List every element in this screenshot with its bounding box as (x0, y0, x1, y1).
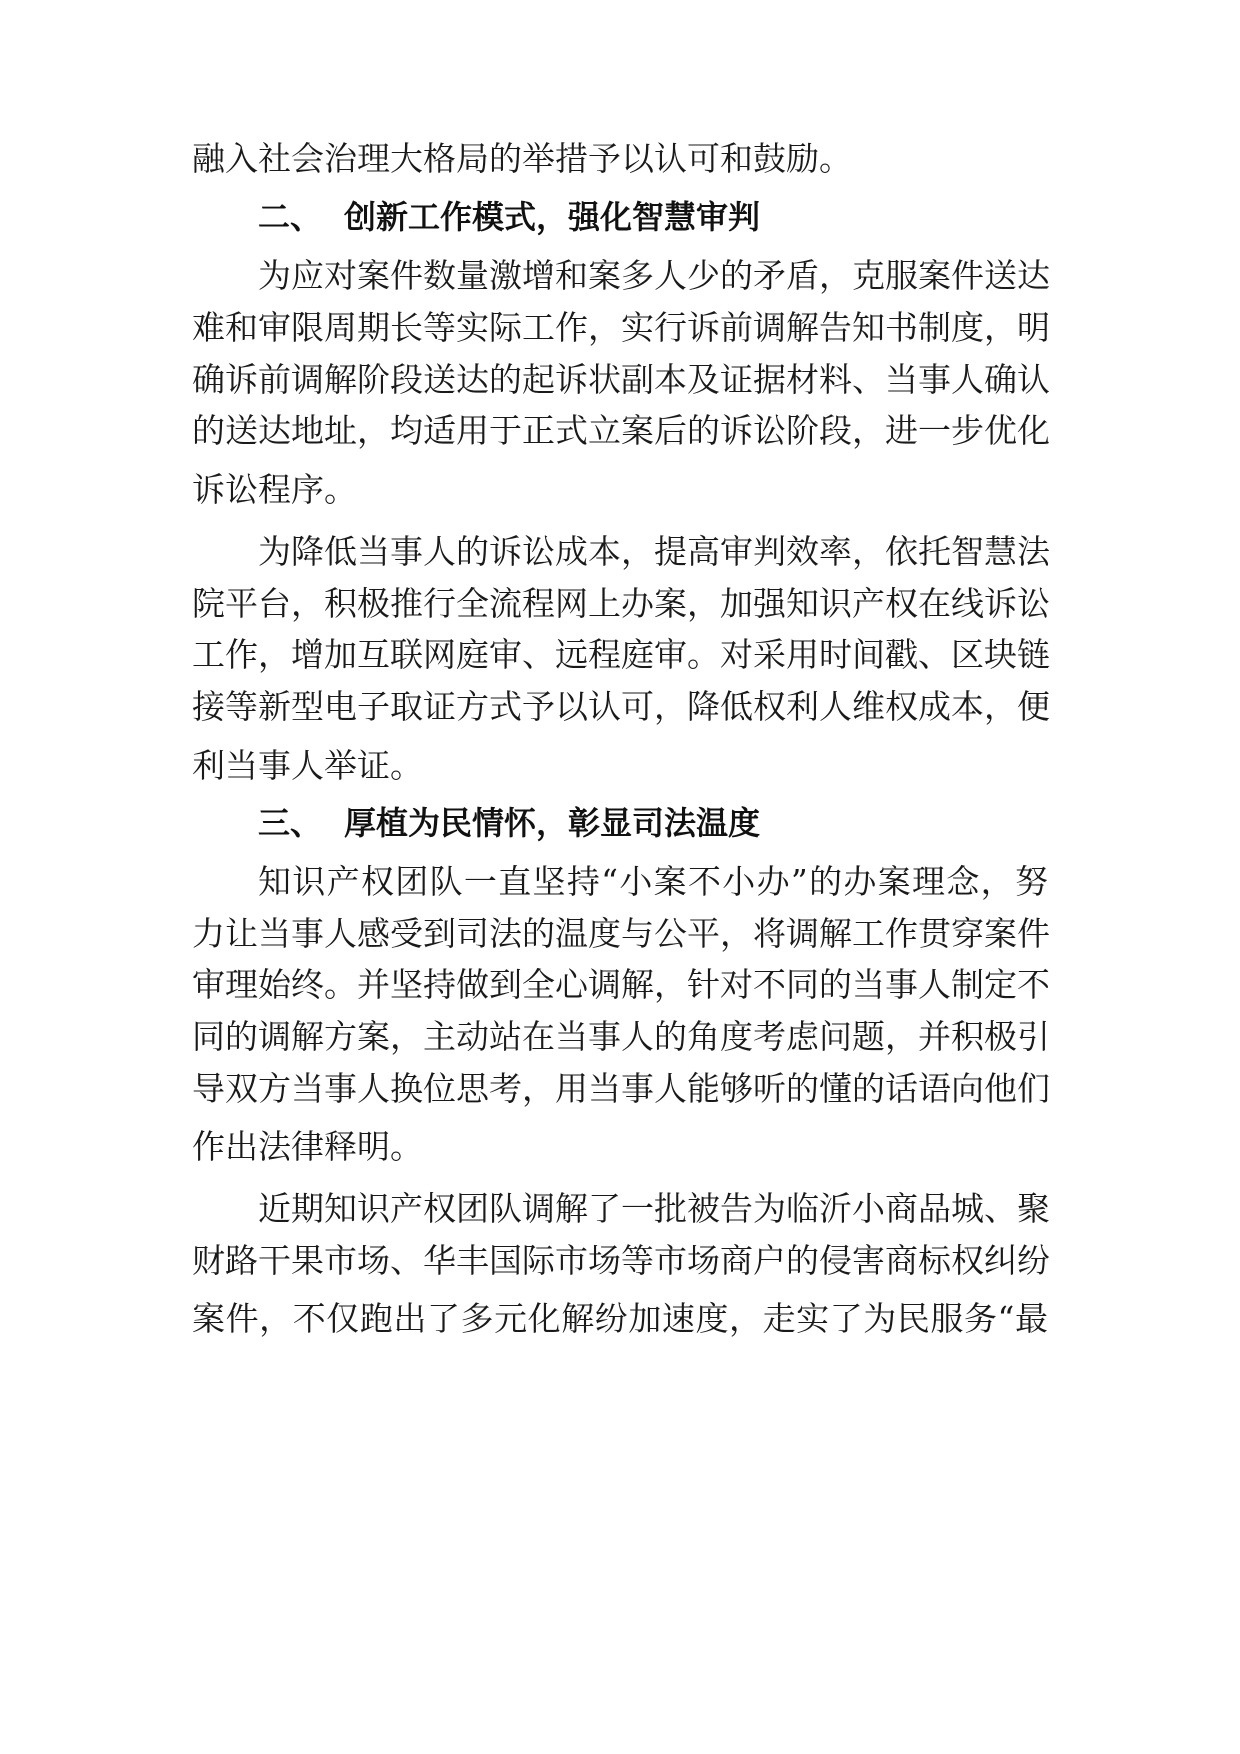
section-2-para-2-line: 接等新型电子取证方式予以认可，降低权利人维权成本，便 (192, 687, 1050, 726)
section-2-para-2-line: 工作，增加互联网庭审、远程庭审。对采用时间戳、区块链 (192, 635, 1050, 674)
section-3-para-1-line: 同的调解方案，主动站在当事人的角度考虑问题，并积极引 (192, 1017, 1050, 1056)
section-3-para-2-line: 近期知识产权团队调解了一批被告为临沂小商品城、聚 (258, 1189, 1050, 1228)
intro-line: 融入社会治理大格局的举措予以认可和鼓励。 (192, 139, 852, 178)
section-3-para-1-line: 知识产权团队一直坚持“小案不小办”的办案理念，努 (258, 862, 1048, 901)
section-3-heading (258, 803, 760, 843)
section-2-para-2-line: 利当事人举证。 (192, 746, 423, 785)
section-2-para-1-line: 难和审限周期长等实际工作，实行诉前调解告知书制度，明 (192, 308, 1050, 347)
section-3-para-2-line: 财路干果市场、华丰国际市场等市场商户的侵害商标权纠纷 (192, 1241, 1050, 1280)
section-3-para-1-line: 导双方当事人换位思考，用当事人能够听的懂的话语向他们 (192, 1069, 1050, 1108)
section-3-title: 厚植为民情怀，彰显司法温度 (344, 804, 761, 842)
section-2-para-1-line: 确诉前调解阶段送达的起诉状副本及证据材料、当事人确认 (192, 360, 1050, 399)
section-2-para-1-line: 为应对案件数量激增和案多人少的矛盾，克服案件送达 (258, 256, 1050, 295)
section-3-para-1-line: 力让当事人感受到司法的温度与公平，将调解工作贯穿案件 (192, 914, 1050, 953)
section-2-number: 二、 (258, 198, 323, 236)
section-2-para-1-line: 的送达地址，均适用于正式立案后的诉讼阶段，进一步优化 (192, 411, 1050, 450)
section-3-para-1-line: 审理始终。并坚持做到全心调解，针对不同的当事人制定不 (192, 965, 1050, 1004)
section-3-para-1-line: 作出法律释明。 (192, 1127, 423, 1166)
section-2-title: 创新工作模式，强化智慧审判 (344, 198, 761, 236)
section-2-heading (258, 197, 760, 237)
section-3-number: 三、 (258, 804, 323, 842)
section-3-para-2-line: 案件，不仅跑出了多元化解纷加速度，走实了为民服务“最 (192, 1299, 1048, 1338)
section-2-para-2-line: 院平台，积极推行全流程网上办案，加强知识产权在线诉讼 (192, 584, 1050, 623)
section-2-para-2-line: 为降低当事人的诉讼成本，提高审判效率，依托智慧法 (258, 532, 1050, 571)
section-2-para-1-line: 诉讼程序。 (192, 470, 357, 509)
